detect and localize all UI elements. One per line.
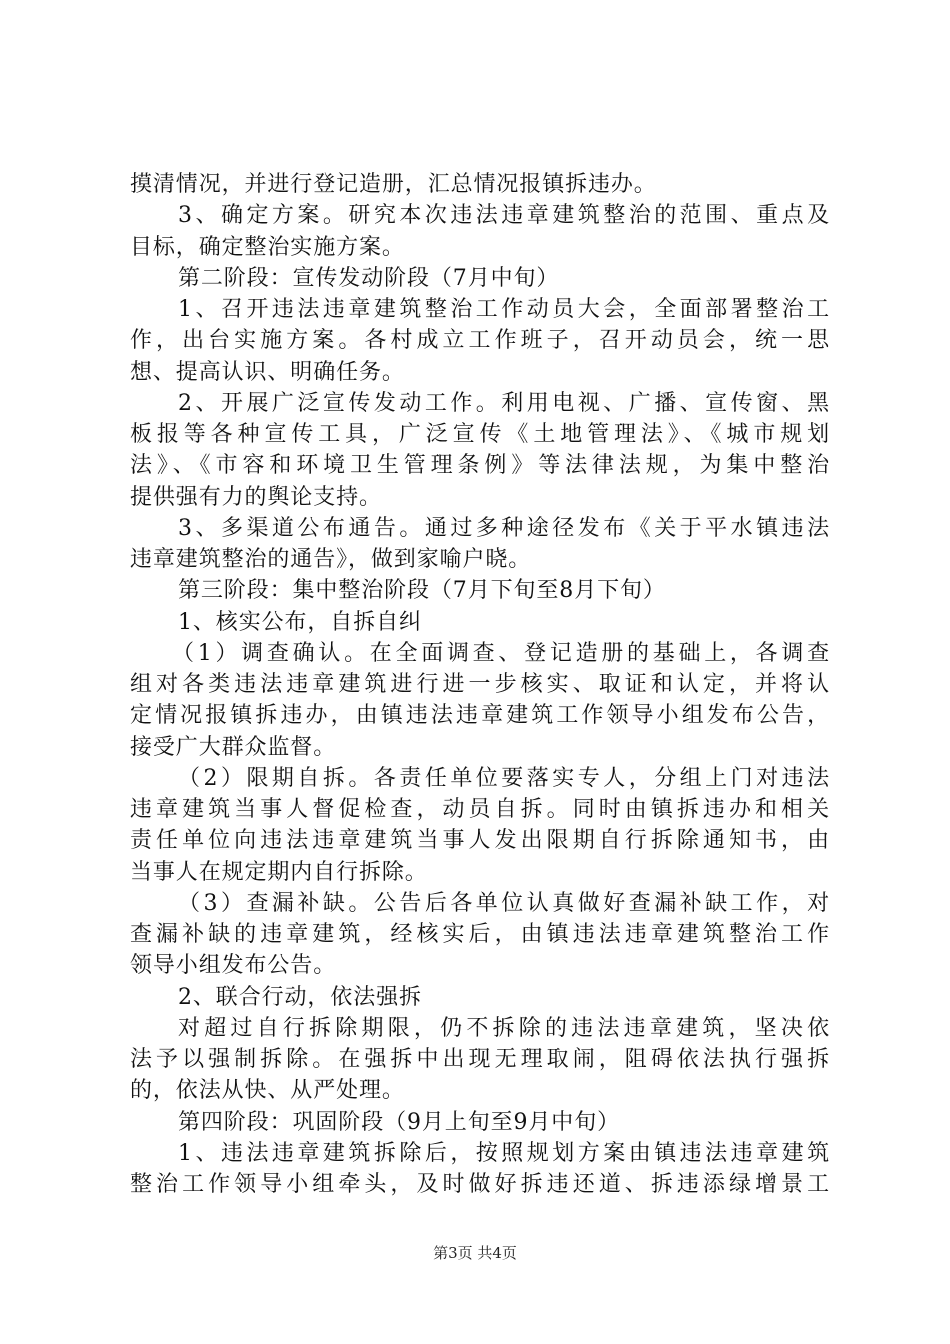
text-line: 领导小组发布公告。	[130, 953, 337, 979]
page-footer: 第3页 共4页	[433, 1244, 517, 1262]
text-line: 摸清情况，并进行登记造册，汇总情况报镇拆违办。	[130, 172, 657, 197]
text-line: （2）限期自拆。各责任单位要落实专人，分组上门对违法	[178, 765, 830, 791]
text-line: 2、开展广泛宣传发动工作。利用电视、广播、宣传窗、黑	[178, 390, 830, 416]
document-body	[130, 169, 830, 1200]
text-line: 作，出台实施方案。各村成立工作班子，召开动员会，统一思	[130, 328, 830, 354]
text-line: 目标，确定整治实施方案。	[130, 234, 405, 260]
text-line: 3、多渠道公布通告。通过多种途径发布《关于平水镇违法	[178, 515, 830, 541]
text-line: 2、联合行动，依法强拆	[178, 984, 422, 1010]
text-line: 违章建筑当事人督促检查，动员自拆。同时由镇拆违办和相关	[130, 797, 830, 822]
text-line: 责任单位向违法违章建筑当事人发出限期自行拆除通知书，由	[130, 828, 830, 854]
text-line: 第四阶段：巩固阶段（9月上旬至9月中旬）	[178, 1109, 620, 1135]
text-line: 1、核实公布，自拆自纠	[178, 609, 422, 635]
text-line: （1）调查确认。在全面调查、登记造册的基础上，各调查	[172, 640, 830, 666]
text-line: 1、违法违章建筑拆除后，按照规划方案由镇违法违章建筑	[178, 1140, 830, 1166]
text-line: 板报等各种宣传工具，广泛宣传《土地管理法》、《城市规划	[130, 422, 830, 447]
text-line: 当事人在规定期内自行拆除。	[130, 859, 428, 885]
text-line: 接受广大群众监督。	[130, 734, 337, 760]
text-line: 定情况报镇拆违办，由镇违法违章建筑工作领导小组发布公告，	[130, 703, 830, 729]
text-line: 法》、《市容和环境卫生管理条例》等法律法规，为集中整治	[130, 453, 830, 479]
text-line: （3）查漏补缺。公告后各单位认真做好查漏补缺工作，对	[178, 890, 830, 916]
text-line: 1、召开违法违章建筑整治工作动员大会，全面部署整治工	[178, 297, 830, 322]
text-line: 违章建筑整治的通告》，做到家喻户晓。	[130, 547, 532, 572]
text-line: 第二阶段：宣传发动阶段（7月中旬）	[178, 265, 560, 291]
text-line: 对超过自行拆除期限，仍不拆除的违法违章建筑，坚决依	[178, 1015, 830, 1041]
text-line: 法予以强制拆除。在强拆中出现无理取闹，阻碍依法执行强拆	[130, 1047, 830, 1072]
text-line: 3、确定方案。研究本次违法违章建筑整治的范围、重点及	[178, 203, 830, 229]
text-line: 提供强有力的舆论支持。	[130, 484, 382, 510]
text-line: 的，依法从快、从严处理。	[130, 1078, 405, 1104]
text-line: 想、提高认识、明确任务。	[130, 359, 405, 385]
text-line: 组对各类违法违章建筑进行进一步核实、取证和认定，并将认	[130, 672, 830, 697]
text-line: 整治工作领导小组牵头，及时做好拆违还道、拆违添绿增景工	[130, 1172, 830, 1197]
text-line: 查漏补缺的违章建筑，经核实后，由镇违法违章建筑整治工作	[130, 922, 830, 947]
text-line: 第三阶段：集中整治阶段（7月下旬至8月下旬）	[178, 578, 666, 604]
